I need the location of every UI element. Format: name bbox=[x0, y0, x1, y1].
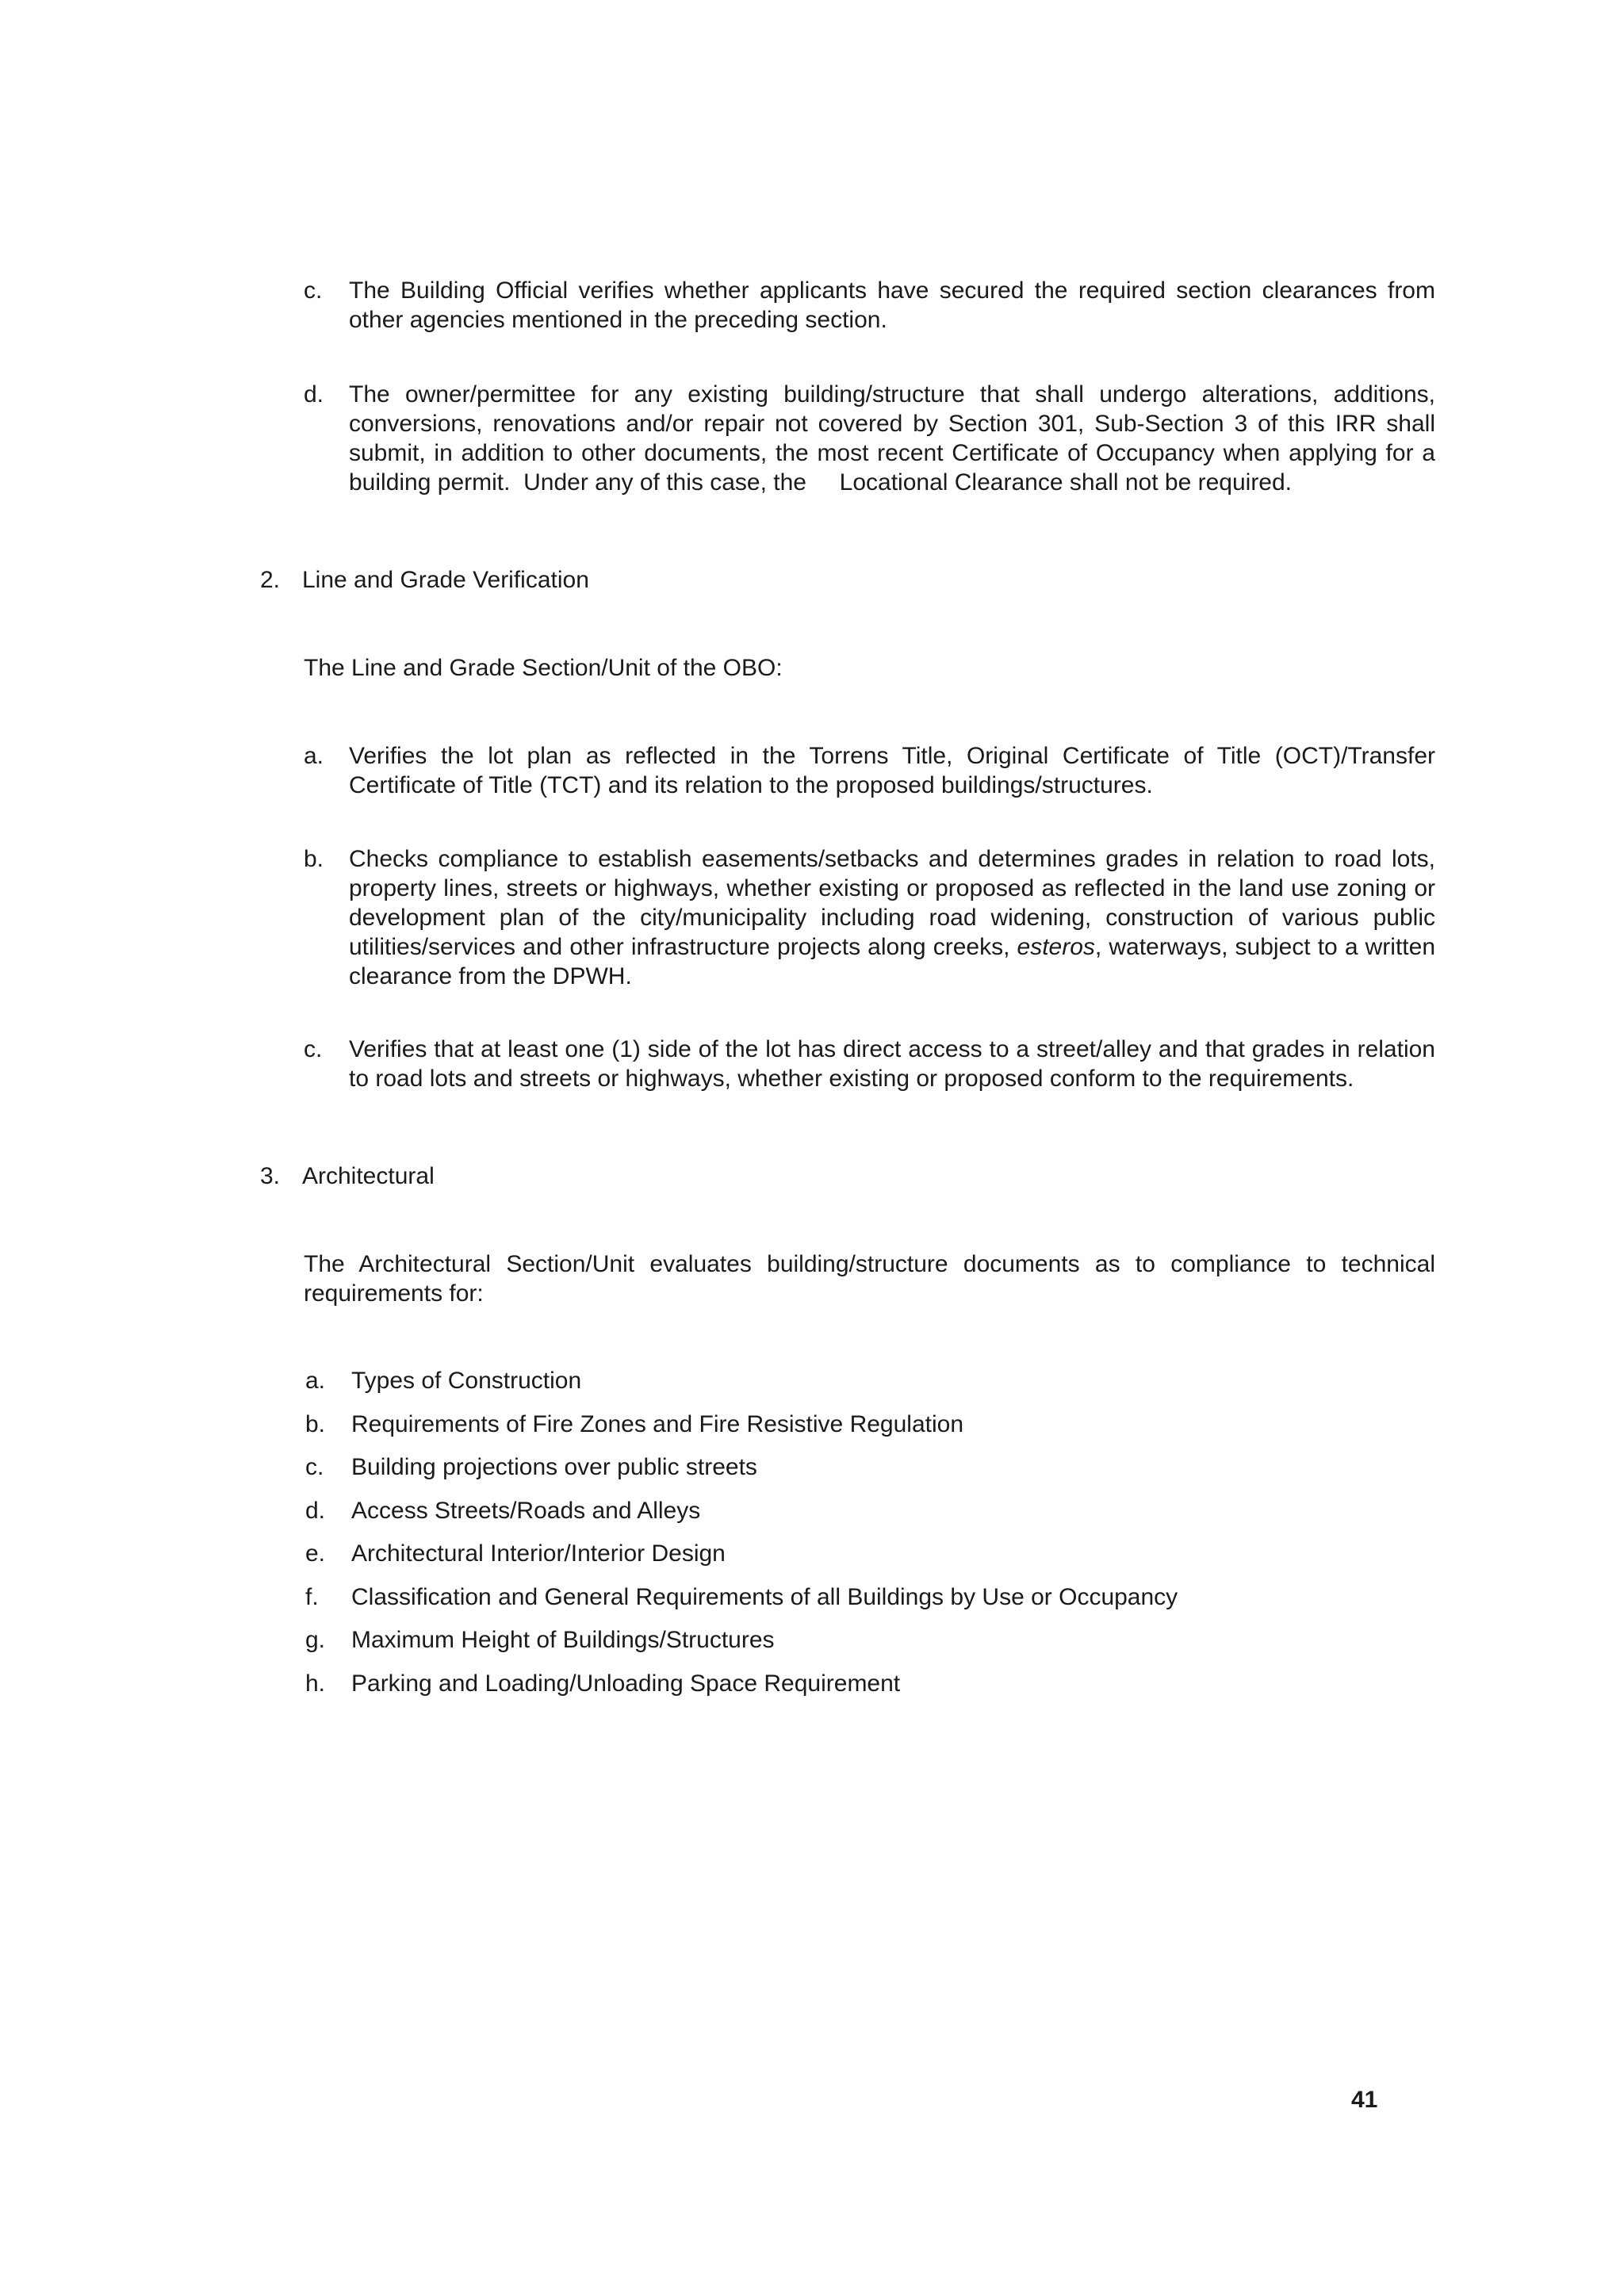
item-marker: c. bbox=[304, 1036, 323, 1062]
section2-item-c bbox=[304, 1035, 1435, 1093]
item-text: Access Streets/Roads and Alleys bbox=[351, 1498, 701, 1524]
section-number: 3. bbox=[260, 1163, 281, 1189]
item-text: Architectural Interior/Interior Design bbox=[351, 1540, 726, 1567]
section3-item-e bbox=[305, 1539, 726, 1568]
section3-heading bbox=[260, 1161, 435, 1191]
section3-item-a bbox=[305, 1366, 581, 1395]
item-marker: f. bbox=[305, 1584, 319, 1610]
item-text: Classification and General Requirements of all Buildings by Use or Occupancy bbox=[351, 1584, 1178, 1610]
section3-item-h bbox=[305, 1669, 900, 1698]
section3-intro: The Architectural Section/Unit evaluates building/structure documents as to compliance to technical requirements for: bbox=[304, 1251, 1435, 1307]
item-text bbox=[349, 844, 1435, 991]
item-text: Requirements of Fire Zones and Fire Resistive Regulation bbox=[351, 1411, 964, 1437]
item-marker: e. bbox=[305, 1540, 326, 1567]
item-marker: b. bbox=[304, 846, 324, 872]
section-number: 2. bbox=[260, 567, 281, 593]
page-number: 41 bbox=[1351, 2087, 1378, 2113]
section2-item-a bbox=[304, 741, 1435, 800]
section2-intro: The Line and Grade Section/Unit of the OBO: bbox=[304, 655, 783, 681]
section3-item-b bbox=[305, 1410, 963, 1439]
section2-heading bbox=[260, 565, 589, 595]
item-marker: a. bbox=[305, 1368, 326, 1394]
item-marker: c. bbox=[305, 1454, 324, 1480]
item-marker: g. bbox=[305, 1627, 326, 1653]
item-text: Verifies that at least one (1) side of the lot has direct access to a street/alley and that grades in relation to road lots and streets or highways, whether existing or proposed conform to the requirements. bbox=[349, 1036, 1435, 1092]
item-text-part: Checks compliance to establish easements/setbacks and determines grades in relation to road lots, property lines, streets or highways, whether existing or proposed as reflected in the land use zoning or development plan of the city/municipality including road widening, construction of various public utilities/services and other infrastructure projects along creeks, bbox=[349, 846, 1435, 960]
section2-item-b bbox=[304, 844, 1435, 991]
item-marker: d. bbox=[305, 1498, 326, 1524]
section3-item-g bbox=[305, 1625, 775, 1655]
section3-item-c bbox=[305, 1452, 757, 1482]
section1-item-c bbox=[304, 276, 1435, 335]
item-marker: c. bbox=[304, 277, 323, 304]
section-title: Architectural bbox=[302, 1163, 435, 1189]
item-text: Parking and Loading/Unloading Space Requirement bbox=[351, 1670, 901, 1697]
section1-item-d bbox=[304, 380, 1442, 497]
item-text: Verifies the lot plan as reflected in the Torrens Title, Original Certificate of Title (OCT)/Transfer Certificate of Title (TCT) and its relation to the proposed buildings/structures. bbox=[349, 743, 1435, 798]
item-text-part: , waterways, subject to a written clearance from the DPWH. bbox=[349, 934, 1436, 989]
section-title: Line and Grade Verification bbox=[302, 567, 589, 593]
item-text: The Building Official verifies whether applicants have secured the required section clearances from other agencies mentioned in the preceding section. bbox=[349, 277, 1435, 333]
item-text: Types of Construction bbox=[351, 1368, 582, 1394]
item-text: The owner/permittee for any existing building/structure that shall undergo alterations, additions, conversions, renovations and/or repair not covered by Section 301, Sub-Section 3 of this IRR shall submit, in addition to other documents, the most recent Certificate of Occupancy when applying for a building permit. Under any of this case, the Locational Clearance shall not be required. bbox=[349, 381, 1442, 496]
item-marker: h. bbox=[305, 1670, 326, 1697]
section3-item-f bbox=[305, 1582, 1178, 1612]
item-text: Building projections over public streets bbox=[351, 1454, 757, 1480]
item-marker: d. bbox=[304, 381, 324, 408]
item-marker: b. bbox=[305, 1411, 326, 1437]
item-marker: a. bbox=[304, 743, 324, 769]
item-text-italic: esteros bbox=[1017, 934, 1095, 960]
section3-item-d bbox=[305, 1496, 700, 1525]
item-text: Maximum Height of Buildings/Structures bbox=[351, 1627, 775, 1653]
